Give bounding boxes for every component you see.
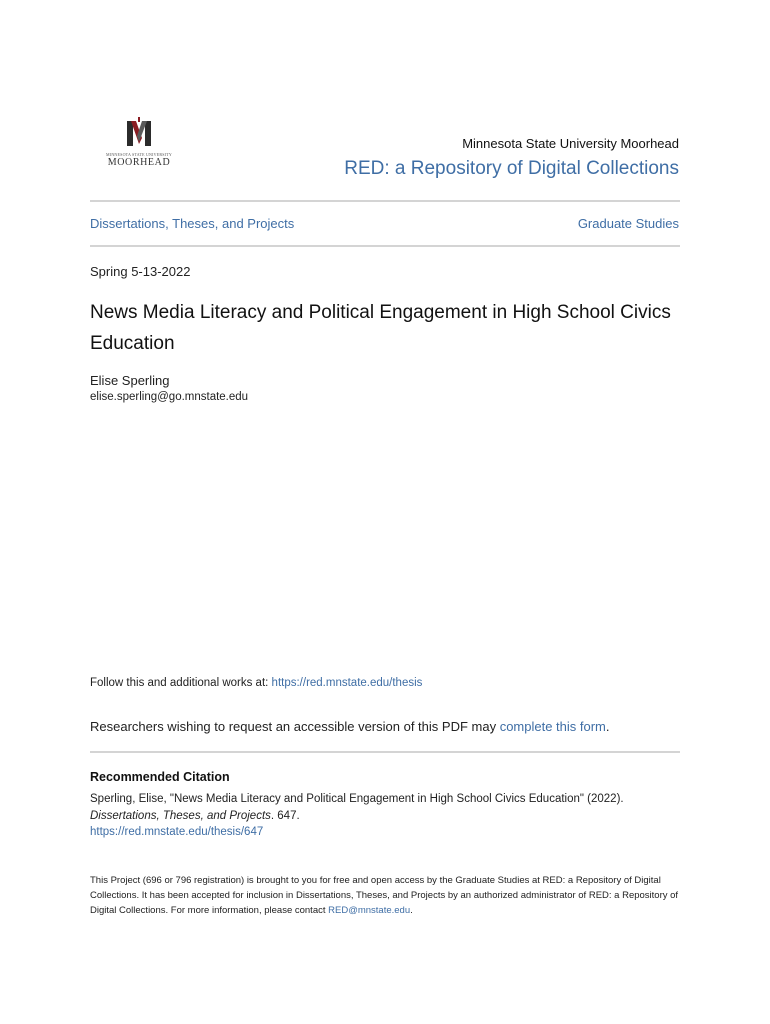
notice-end: . [410,905,413,916]
access-text: Researchers wishing to request an accessible version of this PDF may [90,719,500,734]
citation-body [90,791,690,841]
contact-email-link[interactable]: RED@mnstate.edu [328,905,411,916]
author-name: Elise Sperling [90,373,170,388]
repository-link[interactable]: RED: a Repository of Digital Collections [344,158,679,179]
accessibility-line [90,719,610,734]
header-divider [90,200,680,202]
citation-line: Sperling, Elise, "News Media Literacy and Political Engagement in High School Civics Education" (2022). [90,793,624,805]
msum-m-logo-icon [122,116,156,150]
logo-big-text: MOORHEAD [107,157,171,168]
citation-number: . 647. [270,809,300,822]
complete-form-link[interactable]: complete this form [499,719,606,734]
citation-heading: Recommended Citation [90,770,230,784]
logo-small-text: MINNESOTA STATE UNIVERSITY [106,152,172,157]
breadcrumb-divider [90,245,680,247]
access-end: . [605,719,610,734]
document-title: News Media Literacy and Political Engagement in High School Civics Education [90,302,671,354]
collection-link[interactable]: Dissertations, Theses, and Projects [90,216,295,231]
notice-text: This Project (696 or 796 registration) is brought to you for free and open access by the Graduate Studies at RED: a Repository of Digital Collections. It has been accepted for inclusion in Dissertations, Theses, and Projects by an authorized administrator of RED: a Repository of Digital Collections. For more information, please contact [90,875,679,916]
publication-date: Spring 5-13-2022 [90,264,191,279]
follow-text: Follow this and additional works at: [90,677,272,689]
citation-divider [90,751,680,753]
author-email: elise.sperling@go.mnstate.edu [90,391,249,403]
university-name: Minnesota State University Moorhead [462,136,679,151]
university-logo [96,116,182,172]
citation-url-link[interactable]: https://red.mnstate.edu/thesis/647 [90,826,264,838]
department-link[interactable]: Graduate Studies [577,216,679,231]
follow-line [90,677,422,689]
rights-notice [90,873,680,918]
citation-series: Dissertations, Theses, and Projects [90,809,271,822]
follow-link[interactable]: https://red.mnstate.edu/thesis [271,677,423,689]
